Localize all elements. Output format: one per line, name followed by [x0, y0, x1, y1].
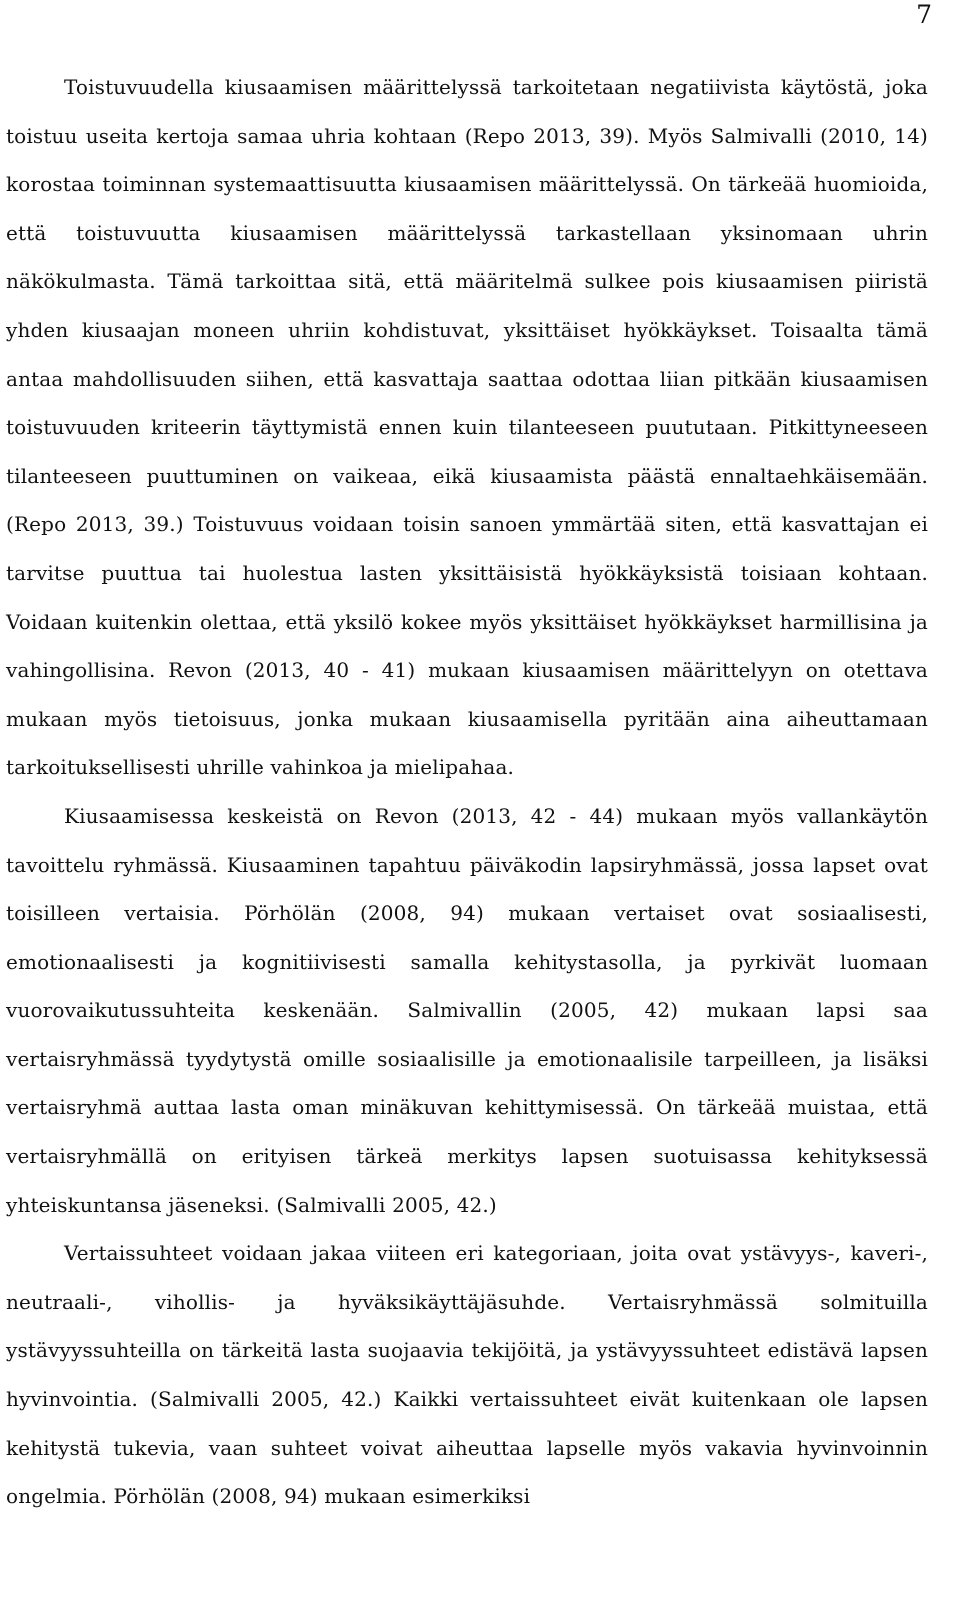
paragraph-power: Kiusaamisessa keskeistä on Revon (2013, 42 - 44) mukaan myös vallankäytön tavoittelu ryhmässä. Kiusaaminen tapahtuu päiväkodin lapsiryhmässä, jossa lapset ovat toisilleen vertaisia. Pörhölän (2008, 94) mukaan vertaiset ovat sosiaalisesti, emotionaalisesti ja kognitiivisesti samalla kehitystasolla, ja pyrkivät luomaan vuorovaikutussuhteita keskenään. Salmivallin (2005, 42) mukaan lapsi saa vertaisryhmässä tyydytystä omille sosiaalisille ja emotionaalisile tarpeilleen, ja lisäksi vertaisryhmä auttaa lasta oman minäkuvan kehittymisessä. On tärkeää muistaa, että vertaisryhmällä on erityisen tärkeä merkitys lapsen suotuisassa kehityksessä yhteiskuntansa jäseneksi. (Salmivalli 2005, 42.) — [6, 803, 928, 1217]
page-number: 7 — [916, 0, 932, 29]
body-text — [6, 63, 928, 1521]
paragraph-peer-relations: Vertaissuhteet voidaan jakaa viiteen eri kategoriaan, joita ovat ystävyys-, kaveri-, neutraali-, vihollis- ja hyväksikäyttäjäsuhde. Vertaisryhmässä solmituilla ystävyyssuhteilla on tärkeitä lasta suojaavia tekijöitä, ja ystävyyssuhteet edistävä lapsen hyvinvointia. (Salmivalli 2005, 42.) Kaikki vertaissuhteet eivät kuitenkaan ole lapsen kehitystä tukevia, vaan suhteet voivat aiheuttaa lapselle myös vakavia hyvinvoinnin ongelmia. Pörhölän (2008, 94) mukaan esimerkiksi — [6, 1241, 928, 1509]
paragraph-repetition: Toistuvuudella kiusaamisen määrittelyssä tarkoitetaan negatiivista käytöstä, joka toistuu useita kertoja samaa uhria kohtaan (Repo 2013, 39). Myös Salmivalli (2010, 14) korostaa toiminnan systemaattisuutta kiusaamisen määrittelyssä. On tärkeää huomioida, että toistuvuutta kiusaamisen määrittelyssä tarkastellaan yksinomaan uhrin näkökulmasta. Tämä tarkoittaa sitä, että määritelmä sulkee pois kiusaamisen piiristä yhden kiusaajan moneen uhriin kohdistuvat, yksittäiset hyökkäykset. Toisaalta tämä antaa mahdollisuuden siihen, että kasvattaja saattaa odottaa liian pitkään kiusaamisen toistuvuuden kriteerin täyttymistä ennen kuin tilanteeseen puututaan. Pitkittyneeseen tilanteeseen puuttuminen on vaikeaa, eikä kiusaamista päästä ennaltaehkäisemään. (Repo 2013, 39.) Toistuvuus voidaan toisin sanoen ymmärtää siten, että kasvattajan ei tarvitse puuttua tai huolestua lasten yksittäisistä hyökkäyksistä toisiaan kohtaan. Voidaan kuitenkin olettaa, että yksilö kokee myös yksittäiset hyökkäykset harmillisina ja vahingollisina. Revon (2013, 40 - 41) mukaan kiusaamisen määrittelyyn on otettava mukaan myös tietoisuus, jonka mukaan kiusaamisella pyritään aina aiheuttamaan tarkoituksellisesti uhrille vahinkoa ja mielipahaa. — [6, 75, 928, 780]
